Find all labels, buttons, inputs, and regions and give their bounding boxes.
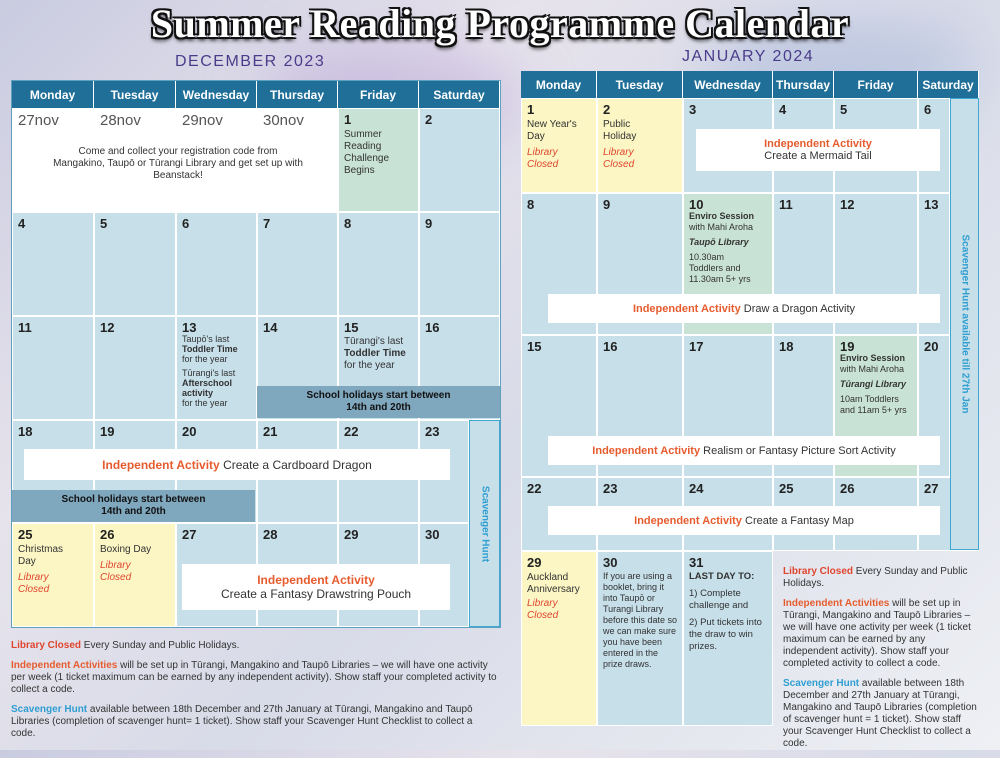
day-number: 6 — [182, 216, 190, 231]
day-number: 1 — [344, 112, 352, 127]
day-number: 29 — [344, 527, 359, 542]
day-number: 26 — [840, 481, 855, 496]
day-number: 16 — [425, 320, 440, 335]
day-number: 3 — [689, 102, 697, 117]
day-number: 9 — [425, 216, 433, 231]
day-number: 8 — [527, 197, 535, 212]
day-number: 20 — [182, 424, 197, 439]
note-line: Tūrangi's last — [182, 368, 236, 378]
dec-day-25 — [12, 523, 94, 627]
december-notes — [11, 640, 499, 748]
activity-text: Draw a Dragon Activity — [743, 302, 856, 315]
day-number: 8 — [344, 216, 352, 231]
day-number: 21 — [263, 424, 278, 439]
day-number: 18 — [18, 424, 33, 439]
dec-day-6 — [176, 212, 257, 316]
dec-day-7 — [257, 212, 338, 316]
dec-day-30nov: 30nov — [263, 112, 304, 129]
toddler-time-note — [182, 334, 256, 408]
day-number: 5 — [840, 102, 848, 117]
january-calendar — [521, 71, 979, 551]
note-line: Tūrangi's last — [344, 336, 404, 347]
toddler-time-note — [344, 336, 418, 372]
day-number: 31 — [689, 555, 704, 570]
note-label: Independent Activities — [11, 660, 118, 671]
dec-activity-drawstring-pouch — [182, 564, 450, 610]
jan-day-30 — [597, 551, 683, 726]
day-number: 13 — [924, 197, 939, 212]
note-line: Toddler Time — [344, 348, 406, 359]
day-number: 30 — [603, 555, 618, 570]
dec-day-29nov: 29nov — [182, 112, 223, 129]
note-library-closed — [11, 640, 499, 652]
note-line: 1) Complete challenge and — [689, 588, 749, 611]
dec-day-9 — [419, 212, 500, 316]
activity-text: Create a Fantasy Map — [745, 514, 854, 527]
day-number: 16 — [603, 339, 618, 354]
activity-label: Independent Activity — [102, 457, 220, 472]
note-independent-activities — [783, 598, 979, 670]
dec-header-friday: Friday — [338, 81, 419, 108]
note-text: will be set up in Tūrangi, Mangakino and Taupō Libraries – we will have one activity per week (1 ticket maximum can be earned by any independent activity). Show staff your completed activity to collect a code. — [783, 598, 971, 669]
page-title: Summer Reading Programme Calendar — [150, 1, 850, 46]
activity-label: Independent Activity — [632, 302, 741, 315]
jan-activity-dragon — [548, 294, 940, 323]
day-number: 26 — [100, 527, 115, 542]
note-label: Scavenger Hunt — [783, 678, 860, 689]
note-text: Every Sunday and Public Holidays. — [783, 566, 968, 589]
dec-header-monday: Monday — [12, 81, 94, 108]
note-line: Enviro Session — [689, 211, 755, 221]
note-text: available between 18th December and 27th January at Tūrangi, Mangakino and Taupō Libraries (completion of scavenger hunt = 1 ticket). Show staff your Scavenger Hunt Checklist to collect a code. — [783, 678, 977, 749]
note-label: Scavenger Hunt — [11, 704, 88, 715]
jan-header-monday: Monday — [521, 71, 597, 98]
jan-header-friday: Friday — [834, 71, 918, 98]
dec-day-2 — [419, 108, 500, 212]
new-years-day-text: New Year's Day — [527, 119, 577, 142]
note-text: Every Sunday and Public Holidays. — [81, 640, 240, 651]
jan-day-31 — [683, 551, 773, 726]
note-line: for the year — [182, 354, 228, 364]
january-notes — [783, 566, 979, 758]
activity-label: Independent Activity — [257, 573, 375, 587]
day-number: 4 — [18, 216, 26, 231]
activity-text: Create a Mermaid Tail — [764, 150, 872, 162]
note-line: Taupō Library — [689, 237, 749, 247]
library-closed-label: Library Closed — [603, 147, 635, 170]
january-month-title: JANUARY 2024 — [682, 48, 815, 65]
day-number: 27 — [924, 481, 939, 496]
jan-header-saturday: Saturday — [918, 71, 979, 98]
jan-scavenger-hunt-strip — [950, 98, 979, 550]
note-line: with Mahi Aroha — [840, 364, 905, 374]
day-number: 12 — [100, 320, 115, 335]
day-number: 23 — [425, 424, 440, 439]
note-scavenger-hunt — [11, 704, 499, 740]
dec-scavenger-hunt-strip — [469, 420, 500, 627]
jan-activity-fantasy-map — [548, 506, 940, 535]
note-line: Taupō's last — [182, 334, 230, 344]
note-label: Library Closed — [11, 640, 82, 651]
day-number: 7 — [263, 216, 271, 231]
dec-header-thursday: Thursday — [257, 81, 338, 108]
dec-day-11 — [12, 316, 94, 420]
note-label: Library Closed — [783, 566, 854, 577]
boxing-day-text: Boxing Day — [100, 544, 152, 555]
jan-header-tuesday: Tuesday — [597, 71, 683, 98]
day-number: 20 — [924, 339, 939, 354]
dec-day-13 — [176, 316, 257, 420]
library-closed-label: Library Closed — [100, 560, 132, 583]
day-number: 6 — [924, 102, 932, 117]
note-line: Tūrangi Library — [840, 379, 907, 389]
dec-day-1 — [338, 108, 419, 212]
day-number: 10 — [689, 197, 704, 212]
school-holidays-band: School holidays start between 14th and 20th — [12, 490, 255, 522]
auckland-anniversary-text: Auckland Anniversary — [527, 572, 580, 595]
last-day-note — [689, 571, 769, 653]
activity-label: Independent Activity — [764, 138, 872, 150]
jan-header-thursday: Thursday — [773, 71, 834, 98]
dec-day-26 — [94, 523, 176, 627]
library-closed-label: Library Closed — [527, 147, 559, 170]
jan-header-wednesday: Wednesday — [683, 71, 773, 98]
dec-day-27nov: 27nov — [18, 112, 59, 129]
dec-header-saturday: Saturday — [419, 81, 500, 108]
day-number: 13 — [182, 320, 197, 335]
library-closed-label: Library Closed — [527, 598, 559, 621]
day-number: 30 — [425, 527, 440, 542]
note-line: Afterschool activity — [182, 378, 233, 398]
day-number: 25 — [18, 527, 33, 542]
jan-activity-mermaid-tail — [696, 129, 940, 171]
note-line: 10.30am Toddlers and 11.30am 5+ yrs — [689, 252, 751, 284]
note-line: for the year — [182, 398, 228, 408]
note-line: for the year — [344, 360, 395, 371]
day-number: 11 — [18, 320, 32, 335]
activity-label: Independent Activity — [634, 514, 742, 527]
note-independent-activities — [11, 660, 499, 696]
day-number: 29 — [527, 555, 542, 570]
note-line: Enviro Session — [840, 353, 906, 363]
day-number: 2 — [603, 102, 611, 117]
dec-day-8 — [338, 212, 419, 316]
activity-text: Create a Cardboard Dragon — [223, 457, 372, 472]
scavenger-hunt-label: Scavenger Hunt — [479, 485, 490, 562]
christmas-day-text: Christmas Day — [18, 544, 64, 567]
day-number: 14 — [263, 320, 278, 335]
dec-day-4 — [12, 212, 94, 316]
day-number: 15 — [527, 339, 542, 354]
note-line: with Mahi Aroha — [689, 222, 754, 232]
day-number: 25 — [779, 481, 794, 496]
school-holidays-band: School holidays start between 14th and 20th — [257, 386, 500, 418]
note-line: 2) Put tickets into the draw to win prizes. — [689, 617, 762, 652]
day-number: 15 — [344, 320, 359, 335]
day-number: 28 — [263, 527, 278, 542]
jan-activity-picture-sort — [548, 436, 940, 465]
enviro-session-note — [840, 353, 918, 416]
note-label: Independent Activities — [783, 598, 890, 609]
booklet-note: If you are using a booklet, bring it into Taupō or Turangi Library before this date so we can make sure you have been entered in the prize draws. — [603, 571, 678, 669]
challenge-begins-text: Summer Reading Challenge Begins — [344, 129, 390, 176]
day-number: 23 — [603, 481, 618, 496]
day-number: 19 — [840, 339, 855, 354]
note-text: available between 18th December and 27th January at Tūrangi, Mangakino and Taupō Libraries (completion of scavenger hunt= 1 ticket). Show staff your Scavenger Hunt Checklist to collect a code. — [11, 704, 473, 739]
day-number: 18 — [779, 339, 794, 354]
note-text: will be set up in Tūrangi, Mangakino and Taupō Libraries – we will have one activity per week (1 ticket maximum can be earned by any independent activity). Show staff your completed activity to collect a code. — [11, 660, 497, 695]
day-number: 12 — [840, 197, 855, 212]
note-line: LAST DAY TO: — [689, 571, 755, 582]
enviro-session-note — [689, 211, 771, 285]
day-number: 9 — [603, 197, 611, 212]
jan-day-1 — [521, 98, 597, 193]
dec-day-28nov: 28nov — [100, 112, 141, 129]
day-number: 4 — [779, 102, 787, 117]
day-number: 17 — [689, 339, 704, 354]
activity-text: Realism or Fantasy Picture Sort Activity — [703, 444, 896, 457]
december-month-title: DECEMBER 2023 — [175, 53, 326, 70]
dec-day-5 — [94, 212, 176, 316]
day-number: 2 — [425, 112, 433, 127]
dec-header-tuesday: Tuesday — [94, 81, 176, 108]
day-number: 1 — [527, 102, 535, 117]
day-number: 22 — [344, 424, 359, 439]
jan-day-29 — [521, 551, 597, 726]
dec-day-12 — [94, 316, 176, 420]
library-closed-label: Library Closed — [18, 572, 50, 595]
day-number: 27 — [182, 527, 197, 542]
registration-notice: Come and collect your registration code from Mangakino, Taupō or Tūrangi Library and get set up with Beanstack! — [53, 146, 303, 181]
day-number: 22 — [527, 481, 542, 496]
activity-text: Create a Fantasy Drawstring Pouch — [220, 587, 412, 601]
day-number: 11 — [779, 197, 793, 212]
december-calendar — [11, 80, 501, 628]
dec-week1-intro-cell — [12, 108, 338, 212]
dec-header-wednesday: Wednesday — [176, 81, 257, 108]
activity-label: Independent Activity — [592, 444, 701, 457]
note-scavenger-hunt — [783, 678, 979, 750]
note-line: 10am Toddlers and 11am 5+ yrs — [840, 394, 907, 415]
day-number: 24 — [689, 481, 704, 496]
public-holiday-text: Public Holiday — [603, 119, 637, 142]
scavenger-hunt-label: Scavenger Hunt available till 27th Jan — [959, 234, 970, 414]
jan-day-2 — [597, 98, 683, 193]
day-number: 19 — [100, 424, 115, 439]
dec-activity-cardboard-dragon — [24, 449, 450, 480]
note-line: Toddler Time — [182, 344, 238, 354]
day-number: 5 — [100, 216, 108, 231]
note-library-closed — [783, 566, 979, 590]
